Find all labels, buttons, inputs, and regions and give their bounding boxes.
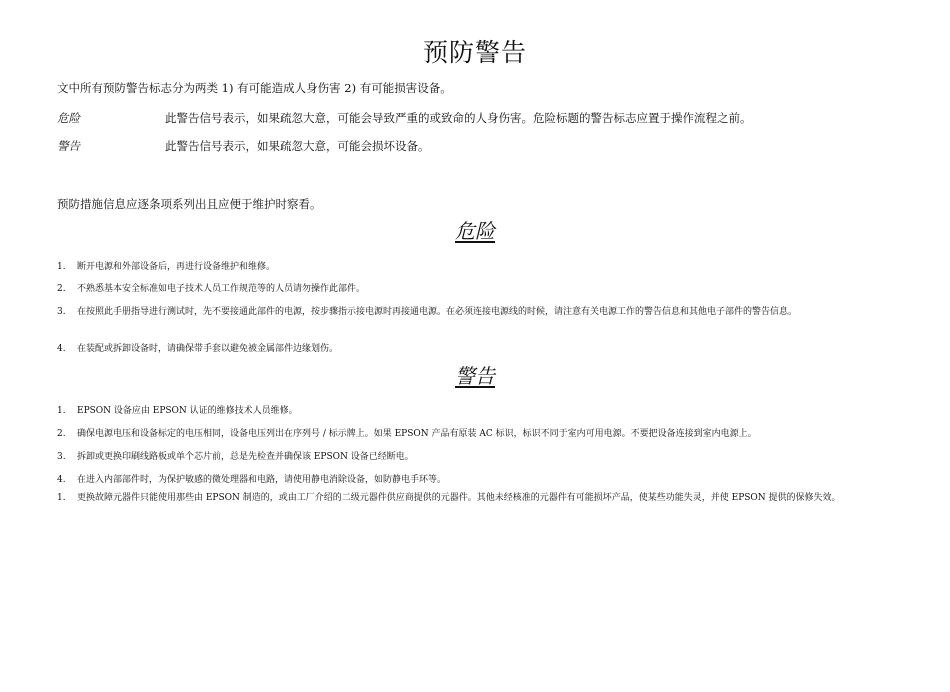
item-text: 在进入内部部件时，为保护敏感的微处理器和电路，请使用静电消除设备，如防静电手环等。 xyxy=(77,475,447,485)
danger-heading: 危险 xyxy=(455,219,495,243)
item-text: 在装配或拆卸设备时，请确保带手套以避免被金属部件边缘划伤。 xyxy=(77,344,339,354)
intro-paragraph: 文中所有预防警告标志分为两类 1) 有可能造成人身伤害 2) 有可能损害设备。 xyxy=(57,81,452,95)
page-title: 预防警告 xyxy=(422,38,527,67)
definition-term: 危险 xyxy=(57,111,80,125)
item-number: 1. xyxy=(57,406,66,416)
item-text: EPSON 设备应由 EPSON 认证的维修技术人员维修。 xyxy=(77,406,298,416)
item-text: 不熟悉基本安全标准如电子技术人员工作规范等的人员请勿操作此部件。 xyxy=(77,284,366,294)
warning-heading: 警告 xyxy=(455,364,495,388)
item-number: 3. xyxy=(57,452,66,462)
item-text: 更换故障元器件只能使用那些由 EPSON 制造的，或由工厂介绍的二级元器件供应商提供的元器件。其他未经核准的元器件有可能损坏产品，使某些功能失灵，并使 EPSON 提供的保修失效。 xyxy=(77,493,841,503)
item-number: 4. xyxy=(57,344,66,354)
item-text: 确保电源电压和设备标定的电压相同，设备电压列出在序列号 / 标示牌上。如果 EPSON 产品有原装 AC 标识，标识不同于室内可用电源。不要把设备连接到室内电源上。 xyxy=(77,429,757,439)
item-number: 4. xyxy=(57,475,66,485)
item-text: 在按照此手册指导进行测试时，先不要接通此部件的电源，按步骤指示接电源时再接通电源。在必须连接电源线的时候，请注意有关电源工作的警告信息和其他电子部件的警告信息。 xyxy=(77,307,798,317)
item-text: 拆卸或更换印刷线路板或单个芯片前，总是先检查并确保该 EPSON 设备已经断电。 xyxy=(77,452,414,462)
item-number: 2. xyxy=(57,284,66,294)
item-text: 断开电源和外部设备后，再进行设备维护和维修。 xyxy=(77,262,276,272)
definition-term: 警告 xyxy=(57,139,80,153)
definition-description: 此警告信号表示，如果疏忽大意，可能会损坏设备。 xyxy=(165,139,430,153)
item-number: 3. xyxy=(57,307,66,317)
item-number: 1. xyxy=(57,493,66,503)
item-number: 2. xyxy=(57,429,66,439)
maintenance-note: 预防措施信息应逐条项系列出且应便于维护时察看。 xyxy=(57,197,322,211)
definition-description: 此警告信号表示，如果疏忽大意，可能会导致严重的或致命的人身伤害。危险标题的警告标志应置于操作流程之前。 xyxy=(165,111,752,125)
item-number: 1. xyxy=(57,262,66,272)
